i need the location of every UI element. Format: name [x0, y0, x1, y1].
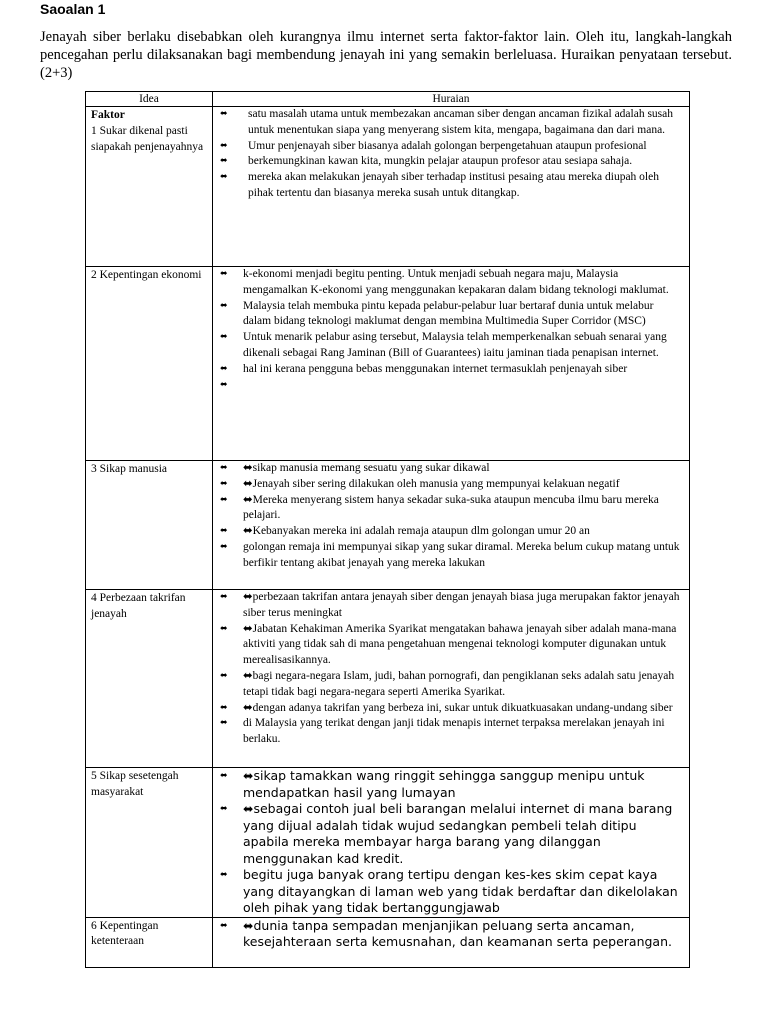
arrow-bullet-icon: ⬌ [220, 363, 228, 374]
list-item [218, 378, 684, 394]
arrow-bullet-icon: ⬌ [220, 269, 228, 279]
list-item: ⬌ berkemungkinan kawan kita, mungkin pelajar ataupun profesor atau sesiapa sahaja. [218, 154, 684, 170]
question-text: Jenayah siber berlaku disebabkan oleh kurangnya ilmu internet serta faktor-faktor lain. Oleh itu, langkah-langkah pencegahan perlu dilaksanakan bagi membendung jenayah ini yang semakin berleluasa. Huraikan penyataan tersebut.(2+3) [40, 29, 732, 81]
arrow-bullet-icon: ⬌ [220, 156, 228, 167]
arrow-bullet-icon: ⬌ [220, 478, 228, 489]
arrow-bullet-icon: ⬌ [220, 379, 228, 390]
arrow-bullet-icon: ⬌ [220, 920, 228, 931]
list-item: ⬌ begitu juga banyak orang tertipu dengan kes-kes skim cepat kaya yang ditayangkan di laman web yang tidak berdaftar dan dikelolakan oleh pihak yang tidak bertanggungjawab [220, 867, 678, 915]
idea-cell [86, 107, 213, 267]
table-row [86, 461, 690, 590]
table-row [86, 107, 690, 267]
list-item: ⬌ Umur penjenayah siber biasanya adalah golongan berpengetahuan ataupun profesional [218, 139, 684, 155]
arrow-bullet-icon: ⬌ [220, 300, 228, 311]
idea-text: 5 Sikap sesetengah masyarakat [91, 770, 179, 798]
arrow-bullet-icon: ⬌ [220, 702, 228, 713]
arrow-bullet-icon: ⬌ [220, 109, 228, 119]
list-item: ⬌ k-ekonomi menjadi begitu penting. Untuk menjadi sebuah negara maju, Malaysia mengamalkan K-ekonomi yang menggunakan kepakaran dalam bidang teknologi maklumat. [220, 268, 669, 296]
list-item: ⬌ ⬌Jabatan Kehakiman Amerika Syarikat mengatakan bahawa jenayah siber adalah mana-mana aktiviti yang tidak sah di mana pengetahuan mengenai teknologi komputer digunakan untuk merealisasikannya. [220, 622, 677, 667]
arrow-bullet-icon: ⬌ [220, 592, 228, 602]
list-item: ⬌ ⬌perbezaan takrifan antara jenayah siber dengan jenayah biasa juga merupakan faktor jenayah siber terus meningkat [220, 591, 680, 619]
huraian-cell [213, 461, 690, 590]
huraian-cell [213, 917, 690, 967]
list-item: ⬌ ⬌Mereka menyerang sistem hanya sekadar suka-suka ataupun mencuba ilmu baru mereka pelajari. [220, 493, 659, 522]
list-item: ⬌ hal ini kerana pengguna bebas menggunakan internet termasuklah penjenayah siber [218, 362, 684, 378]
huraian-cell [213, 768, 690, 918]
arrow-bullet-icon: ⬌ [220, 172, 228, 183]
list-item: ⬌ golongan remaja ini mempunyai sikap yang sukar diramal. Mereka belum cukup matang untuk berfikir tentang akibat jenayah yang mereka lakukan [220, 540, 680, 569]
question-title: Saoalan 1 [40, 1, 106, 17]
arrow-bullet-icon: ⬌ [220, 332, 228, 343]
arrow-bullet-icon: ⬌ [220, 494, 228, 505]
answer-table [85, 91, 690, 968]
list-item: ⬌ ⬌bagi negara-negara Islam, judi, bahan pornografi, dan pengiklanan seks adalah satu jenayah tetapi tidak bagi negara-negara seperti Amerika Syarikat. [220, 669, 675, 698]
idea-cell [86, 267, 213, 461]
arrow-bullet-icon: ⬌ [220, 870, 228, 880]
list-item: ⬌ ⬌Jenayah siber sering dilakukan oleh manusia yang mempunyai kelakuan negatif [218, 477, 684, 493]
arrow-bullet-icon: ⬌ [220, 526, 228, 537]
header-huraian: Huraian [213, 92, 690, 107]
idea-text: 6 Kepentingan ketenteraan [91, 919, 159, 948]
list-item: ⬌ mereka akan melakukan jenayah siber terhadap institusi pesaing atau mereka diupah oleh pihak tertentu dan biasanya mereka susah untuk ditangkap. [220, 171, 659, 199]
header-idea: Idea [86, 92, 213, 107]
table-header-row [86, 92, 690, 107]
idea-cell [86, 917, 213, 967]
huraian-cell [213, 107, 690, 267]
arrow-bullet-icon: ⬌ [220, 804, 228, 814]
idea-cell [86, 461, 213, 590]
list-item: ⬌ ⬌sikap tamakkan wang ringgit sehingga sanggup menipu untuk mendapatkan hasil yang lumayan [220, 768, 645, 800]
list-item: ⬌ ⬌Kebanyakan mereka ini adalah remaja ataupun dlm golongan umur 20 an [218, 524, 684, 540]
list-item: ⬌ ⬌dunia tanpa sempadan menjanjikan peluang serta ancaman, kesejahteraan serta kemusnahan, dan keamanan serta peperangan. [220, 917, 672, 949]
list-item: ⬌ satu masalah utama untuk membezakan ancaman siber dengan ancaman fizikal adalah susah untuk menentukan siapa yang menyerang sistem kita, mengapa, bagaimana dan dari mana. [220, 108, 674, 136]
list-item: ⬌ ⬌dengan adanya takrifan yang berbeza ini, sukar untuk dikuatkuasakan undang-undang siber [218, 701, 684, 717]
list-item: ⬌ di Malaysia yang terikat dengan janji tidak menapis internet terpaksa merelakan jenayah ini berlaku. [220, 717, 665, 746]
list-item: ⬌ Malaysia telah membuka pintu kepada pelabur-pelabur luar bertaraf dunia untuk melabur dalam bidang teknologi maklumat dengan membina Multimedia Super Corridor (MSC) [220, 299, 654, 328]
idea-cell [86, 590, 213, 768]
idea-text: 1 Sukar dikenal pasti siapakah penjenayahnya [91, 124, 204, 153]
idea-text: 4 Perbezaan takrifan jenayah [91, 592, 186, 620]
table-row [86, 917, 690, 967]
list-item: ⬌ ⬌sebagai contoh jual beli barangan melalui internet di mana barang yang dijual adalah tidak wujud sedangkan pembeli telah ditipu apabila mereka membayar harga barang yang dilanggan menggunakan kad kredit. [220, 801, 673, 866]
huraian-cell [213, 590, 690, 768]
huraian-cell [213, 267, 690, 461]
arrow-bullet-icon: ⬌ [220, 541, 228, 552]
idea-heading: Faktor [91, 109, 125, 121]
idea-text: 3 Sikap manusia [91, 463, 168, 475]
idea-cell [86, 768, 213, 918]
table-row [86, 768, 690, 918]
table-row [86, 590, 690, 768]
arrow-bullet-icon: ⬌ [220, 140, 228, 151]
arrow-bullet-icon: ⬌ [220, 463, 228, 473]
list-item: ⬌ Untuk menarik pelabur asing tersebut, Malaysia telah memperkenalkan sebuah senarai yang dikenali sebagai Rang Jaminan (Bill of Guarantees) iaitu jaminan tiada penapisan internet. [220, 331, 667, 359]
arrow-bullet-icon: ⬌ [220, 771, 228, 781]
arrow-bullet-icon: ⬌ [220, 718, 228, 729]
list-item: ⬌ ⬌sikap manusia memang sesuatu yang sukar dikawal [218, 461, 684, 477]
table-row [86, 267, 690, 461]
arrow-bullet-icon: ⬌ [220, 670, 228, 681]
idea-text: 2 Kepentingan ekonomi [91, 269, 202, 281]
arrow-bullet-icon: ⬌ [220, 623, 228, 634]
